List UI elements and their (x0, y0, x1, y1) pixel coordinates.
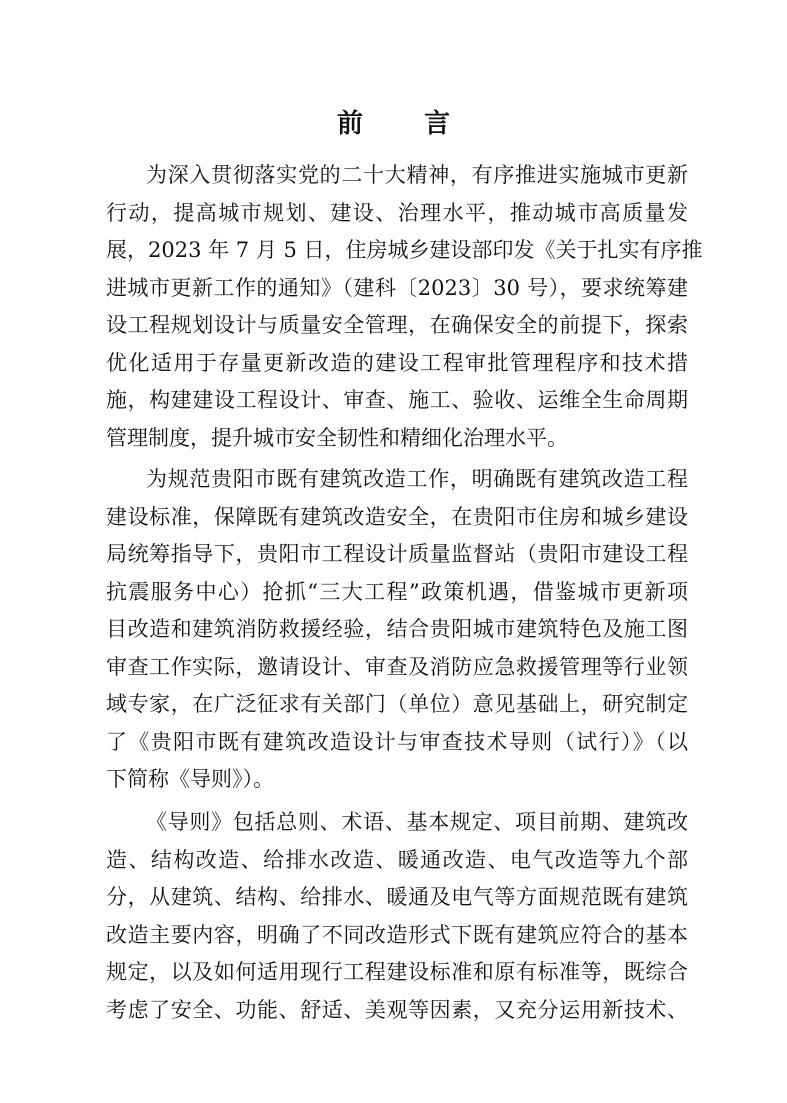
text-line: 《导则》包括总则、术语、基本规定、项目前期、建筑改 (146, 810, 688, 834)
text-line: 为深入贯彻落实党的二十大精神，有序推进实施城市更新 (146, 163, 688, 187)
text-line: 施，构建建设工程设计、审查、施工、验收、运维全生命周期 (106, 388, 688, 412)
text-line: 规定，以及如何适用现行工程建设标准和原有标准等，既综合 (106, 960, 688, 984)
paragraph-1 (106, 157, 703, 457)
text-line: 优化适用于存量更新改造的建设工程审批管理程序和技术措 (106, 350, 688, 375)
text-line: 行动，提高城市规划、建设、治理水平，推动城市高质量发 (106, 200, 688, 225)
text-line: 进城市更新工作的通知》（建科〔2023〕30 号），要求统筹建 (106, 275, 688, 300)
text-line: 下简称《导则》）。 (106, 767, 274, 791)
text-line: 造、结构改造、给排水改造、暖通改造、电气改造等九个部 (106, 847, 688, 872)
text-line: 建设标准，保障既有建筑改造安全，在贵阳市住房和城乡建设 (106, 504, 688, 529)
text-line: 改造主要内容，明确了不同改造形式下既有建筑应符合的基本 (106, 922, 688, 947)
paragraph-3 (106, 804, 688, 1029)
text-line: 抗震服务中心）抢抓“三大工程”政策机遇，借鉴城市更新项 (106, 579, 688, 604)
text-line: 设工程规划设计与质量安全管理，在确保安全的前提下，探索 (106, 313, 688, 337)
text-line: 为规范贵阳市既有建筑改造工作，明确既有建筑改造工程 (146, 467, 688, 491)
text-line: 了《贵阳市既有建筑改造设计与审查技术导则（试行）》（以 (106, 729, 688, 754)
text-line: 展，2023 年 7 月 5 日，住房城乡建设部印发《关于扎实有序推 (106, 238, 703, 262)
text-line: 局统筹指导下，贵阳市工程设计质量监督站（贵阳市建设工程 (106, 542, 688, 566)
text-line: 考虑了安全、功能、舒适、美观等因素，又充分运用新技术、 (106, 997, 688, 1022)
paragraph-2 (106, 461, 688, 799)
page-title: 前 言 (336, 109, 477, 139)
text-line: 审查工作实际，邀请设计、审查及消防应急救援管理等行业领 (106, 654, 688, 679)
text-line: 目改造和建筑消防救援经验，结合贵阳城市建筑特色及施工图 (106, 617, 688, 641)
text-line: 分，从建筑、结构、给排水、暖通及电气等方面规范既有建筑 (106, 885, 688, 909)
text-line: 管理制度，提升城市安全韧性和精细化治理水平。 (106, 425, 568, 450)
text-line: 域专家，在广泛征求有关部门（单位）意见基础上，研究制定 (106, 692, 688, 716)
